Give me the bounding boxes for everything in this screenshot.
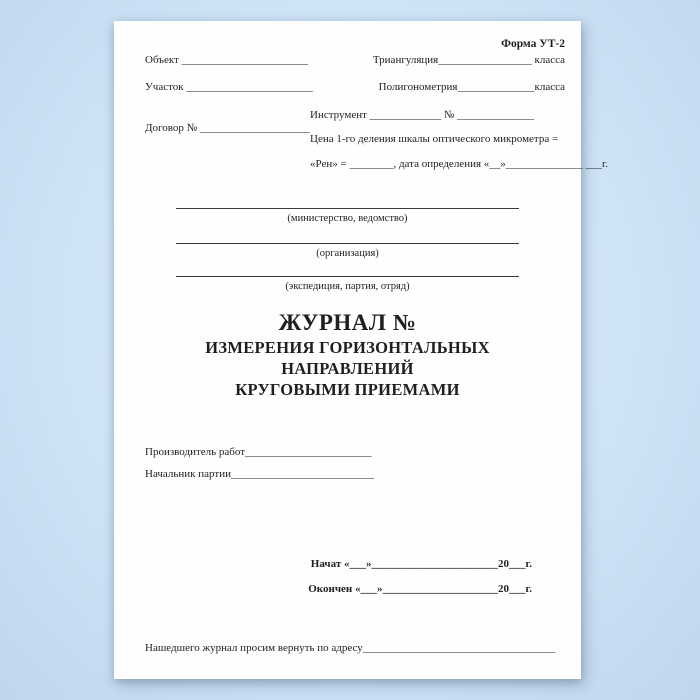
form-code-label: Форма УТ-2 xyxy=(501,38,565,50)
organization-caption: (организация) xyxy=(316,248,379,259)
finished-date-field-line: Окончен «___»_____________________20___г. xyxy=(308,583,532,595)
contract-field-line: Договор № ____________________ xyxy=(145,122,310,134)
instrument-field-line: Инструмент _____________ № ______________ xyxy=(310,109,535,121)
party-chief-field-line: Начальник партии__________________________ xyxy=(145,468,374,480)
started-date-field-line: Начат «___»_______________________20___г. xyxy=(310,558,532,570)
journal-title-line4: КРУГОВЫМИ ПРИЕМАМИ xyxy=(235,380,460,399)
journal-title-line3: НАПРАВЛЕНИЙ xyxy=(281,359,414,378)
expedition-caption: (экспедиция, партия, отряд) xyxy=(285,281,410,292)
expedition-blank-rule xyxy=(176,276,519,277)
ministry-caption: (министерство, ведомство) xyxy=(287,213,408,224)
section-field-line: Участок _______________________ xyxy=(145,81,313,93)
journal-dates xyxy=(308,557,532,607)
micrometer-scale-text: Цена 1-го деления шкалы оптического микрометра = xyxy=(310,133,559,145)
object-field-line: Объект _______________________ xyxy=(145,54,309,66)
ren-value-field-line: «Рен» = ________, дата определения «__»______________ ___г. xyxy=(310,158,609,170)
journal-title-number: ЖУРНАЛ № xyxy=(278,310,417,335)
works-producer-field-line: Производитель работ_______________________ xyxy=(145,446,372,458)
ministry-blank-rule xyxy=(176,208,519,209)
organization-blank-rule xyxy=(176,243,519,244)
polygonometry-field-line: Полигонометрия______________класса xyxy=(378,81,565,93)
triangulation-field-line: Триангуляция_________________ класса xyxy=(372,54,565,66)
journal-title-line2: ИЗМЕРЕНИЯ ГОРИЗОНТАЛЬНЫХ xyxy=(205,338,490,357)
return-address-field-line: Нашедшего журнал просим вернуть по адресу___________________________________ xyxy=(145,642,556,654)
form-paper-sheet xyxy=(114,21,609,679)
journal-title xyxy=(114,308,581,400)
